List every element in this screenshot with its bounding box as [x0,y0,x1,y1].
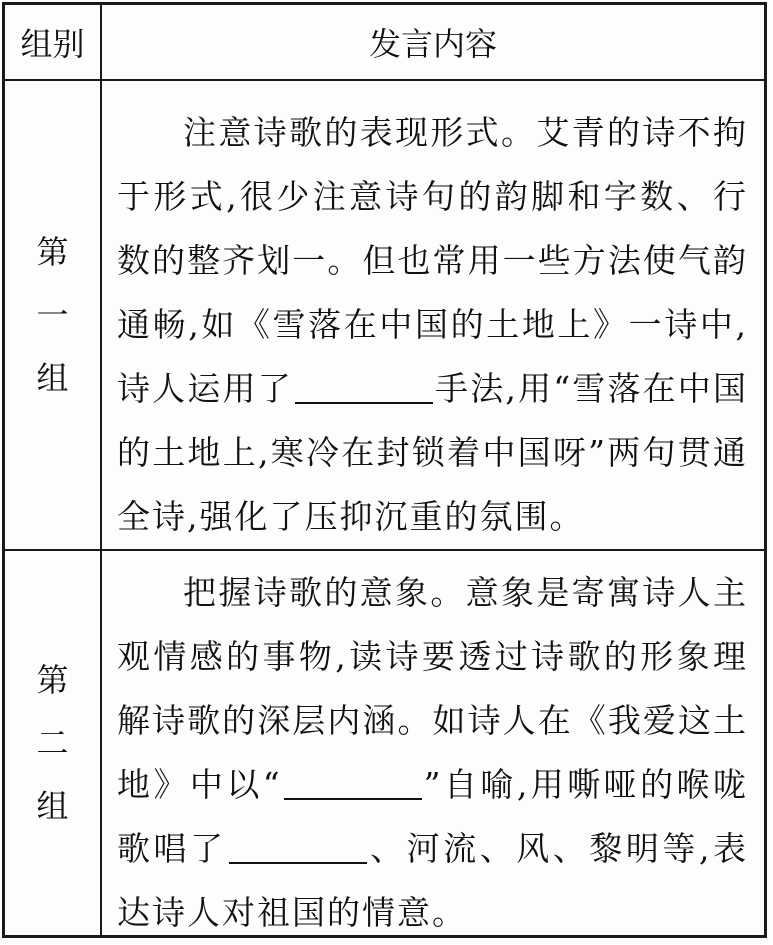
answer-blank-3[interactable] [229,832,367,864]
row2-text-part1: 把握诗歌的意象。意象是寄寓诗人主观情感的事物,读诗要透过诗歌的形象理解诗歌的深层内涵。如诗人在《我爱这土地》中以“ [117,573,748,804]
row-content-2 [117,561,748,945]
row-content-1 [117,101,748,549]
table-row-group-2 [5,551,764,935]
row2-text-part3: 、河流、风、黎明等,表达诗人对祖国的情意。 [117,829,748,932]
row2-text-part2: ”自喻,用嘶哑的喉咙歌唱了 [117,765,748,868]
table-row-group-1 [5,81,764,551]
group-label-2 [5,551,100,935]
table-header [5,5,764,81]
header-group: 组别 [20,25,85,63]
group-name-2: 第二组 [36,660,69,825]
row1-text-part1: 注意诗歌的表现形式。艾青的诗不拘于形式,很少注意诗句的韵脚和字数、行数的整齐划一。但也常用一些方法使气韵通畅,如《雪落在中国的土地上》一诗中,诗人运用了 [117,113,748,408]
answer-blank-2[interactable] [284,768,422,800]
answer-blank-1[interactable] [295,372,433,404]
group-name-1: 第一组 [36,232,69,397]
discussion-table [2,2,767,938]
header-content: 发言内容 [368,25,497,63]
row1-text-part2: 手法,用“雪落在中国的土地上,寒冷在封锁着中国呀”两句贯通全诗,强化了压抑沉重的氛围。 [117,369,748,536]
group-label-1 [5,81,100,549]
